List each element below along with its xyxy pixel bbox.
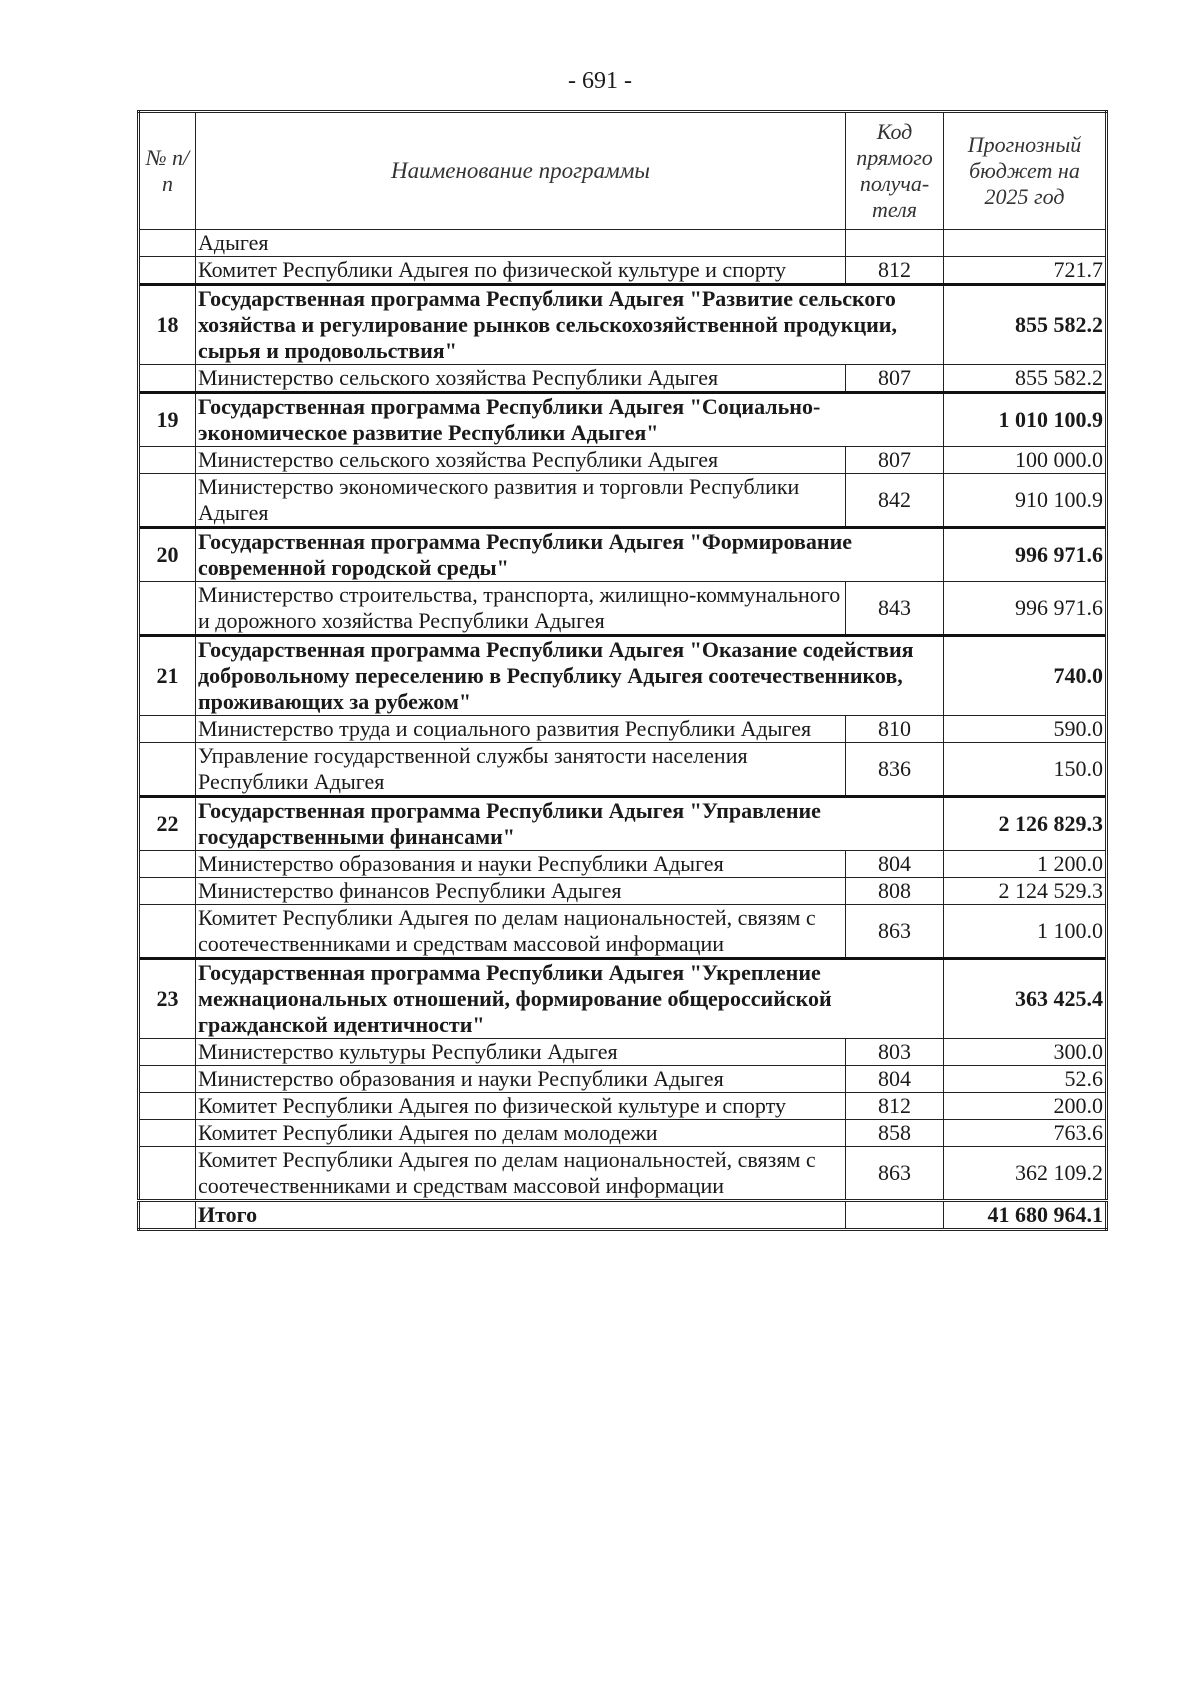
recipient-amount: 721.7 — [944, 257, 1107, 285]
recipient-name: Министерство труда и социального развития Республики Адыгея — [196, 716, 846, 743]
page-number: - 691 - — [568, 68, 632, 94]
recipient-code — [846, 230, 944, 257]
program-amount: 1 010 100.9 — [944, 393, 1107, 447]
program-name: Государственная программа Республики Адыгея "Оказание содействия добровольному переселению в Республику Адыгея соотечественников, проживающих за рубежом" — [196, 636, 944, 716]
recipient-amount: 855 582.2 — [944, 365, 1107, 393]
row-number — [139, 716, 196, 743]
recipient-name: Адыгея — [196, 230, 846, 257]
total-label: Итого — [196, 1201, 846, 1230]
table-body — [139, 230, 1107, 1201]
program-name: Государственная программа Республики Адыгея "Укрепление межнациональных отношений, формирование общероссийской гражданской идентичности" — [196, 959, 944, 1039]
recipient-row — [139, 1120, 1107, 1147]
recipient-row — [139, 743, 1107, 797]
recipient-name: Министерство финансов Республики Адыгея — [196, 878, 846, 905]
recipient-code: 803 — [846, 1039, 944, 1066]
recipient-amount: 1 200.0 — [944, 851, 1107, 878]
row-number: 20 — [139, 528, 196, 582]
recipient-amount: 52.6 — [944, 1066, 1107, 1093]
row-number — [139, 743, 196, 797]
program-name: Государственная программа Республики Адыгея "Социально-экономическое развитие Республики Адыгея" — [196, 393, 944, 447]
recipient-row — [139, 905, 1107, 959]
row-number — [139, 365, 196, 393]
recipient-row — [139, 474, 1107, 528]
program-amount: 996 971.6 — [944, 528, 1107, 582]
program-name: Государственная программа Республики Адыгея "Развитие сельского хозяйства и регулирование рынков сельскохозяйственной продукции, сырья и продовольствия" — [196, 285, 944, 365]
row-number — [139, 905, 196, 959]
total-amount: 41 680 964.1 — [944, 1201, 1107, 1230]
row-number — [139, 1066, 196, 1093]
recipient-row — [139, 716, 1107, 743]
row-number: 22 — [139, 797, 196, 851]
recipient-code: 810 — [846, 716, 944, 743]
recipient-code: 863 — [846, 1147, 944, 1201]
recipient-name: Комитет Республики Адыгея по делам национальностей, связям с соотечественниками и средствам массовой информации — [196, 905, 846, 959]
column-header-program-name: Наименование программы — [196, 112, 846, 230]
program-row — [139, 285, 1107, 365]
table-header-row — [139, 112, 1107, 230]
program-row — [139, 528, 1107, 582]
recipient-code: 843 — [846, 582, 944, 636]
row-number — [139, 447, 196, 474]
recipient-amount: 1 100.0 — [944, 905, 1107, 959]
recipient-name: Министерство строительства, транспорта, жилищно-коммунального и дорожного хозяйства Республики Адыгея — [196, 582, 846, 636]
program-amount: 740.0 — [944, 636, 1107, 716]
total-number-cell — [139, 1201, 196, 1230]
recipient-amount: 910 100.9 — [944, 474, 1107, 528]
recipient-code: 842 — [846, 474, 944, 528]
recipient-code: 807 — [846, 365, 944, 393]
row-number: 18 — [139, 285, 196, 365]
recipient-row — [139, 447, 1107, 474]
recipient-code: 812 — [846, 257, 944, 285]
row-number: 23 — [139, 959, 196, 1039]
column-header-forecast-budget: Прогнозный бюджет на 2025 год — [944, 112, 1107, 230]
column-header-recipient-code: Код прямого получа-теля — [846, 112, 944, 230]
recipient-row — [139, 1093, 1107, 1120]
recipient-row — [139, 257, 1107, 285]
recipient-code: 804 — [846, 1066, 944, 1093]
program-name: Государственная программа Республики Адыгея "Формирование современной городской среды" — [196, 528, 944, 582]
program-amount: 363 425.4 — [944, 959, 1107, 1039]
program-row — [139, 959, 1107, 1039]
recipient-name: Министерство сельского хозяйства Республики Адыгея — [196, 447, 846, 474]
budget-table — [137, 110, 1108, 1231]
recipient-name: Министерство культуры Республики Адыгея — [196, 1039, 846, 1066]
row-number: 21 — [139, 636, 196, 716]
recipient-name: Министерство образования и науки Республики Адыгея — [196, 851, 846, 878]
row-number — [139, 851, 196, 878]
recipient-code: 863 — [846, 905, 944, 959]
row-number — [139, 878, 196, 905]
program-row — [139, 797, 1107, 851]
recipient-amount: 300.0 — [944, 1039, 1107, 1066]
recipient-code: 804 — [846, 851, 944, 878]
recipient-name: Комитет Республики Адыгея по делам молодежи — [196, 1120, 846, 1147]
recipient-amount: 2 124 529.3 — [944, 878, 1107, 905]
row-number: 19 — [139, 393, 196, 447]
recipient-name: Комитет Республики Адыгея по физической культуре и спорту — [196, 257, 846, 285]
recipient-row — [139, 1147, 1107, 1201]
recipient-amount — [944, 230, 1107, 257]
recipient-amount: 150.0 — [944, 743, 1107, 797]
row-number — [139, 1039, 196, 1066]
program-name: Государственная программа Республики Адыгея "Управление государственными финансами" — [196, 797, 944, 851]
column-header-number: № п/п — [139, 112, 196, 230]
recipient-name: Управление государственной службы занятости населения Республики Адыгея — [196, 743, 846, 797]
recipient-code: 812 — [846, 1093, 944, 1120]
program-amount: 2 126 829.3 — [944, 797, 1107, 851]
recipient-code: 808 — [846, 878, 944, 905]
recipient-amount: 100 000.0 — [944, 447, 1107, 474]
recipient-row — [139, 851, 1107, 878]
recipient-amount: 200.0 — [944, 1093, 1107, 1120]
row-number — [139, 1120, 196, 1147]
row-number — [139, 474, 196, 528]
recipient-amount: 362 109.2 — [944, 1147, 1107, 1201]
row-number — [139, 257, 196, 285]
row-number — [139, 1147, 196, 1201]
program-row — [139, 636, 1107, 716]
row-number — [139, 1093, 196, 1120]
total-code-cell — [846, 1201, 944, 1230]
total-row — [139, 1201, 1107, 1230]
recipient-row — [139, 230, 1107, 257]
recipient-amount: 996 971.6 — [944, 582, 1107, 636]
row-number — [139, 582, 196, 636]
recipient-code: 836 — [846, 743, 944, 797]
recipient-code: 858 — [846, 1120, 944, 1147]
recipient-name: Комитет Республики Адыгея по делам национальностей, связям с соотечественниками и средствам массовой информации — [196, 1147, 846, 1201]
program-row — [139, 393, 1107, 447]
recipient-name: Министерство сельского хозяйства Республики Адыгея — [196, 365, 846, 393]
recipient-name: Министерство экономического развития и торговли Республики Адыгея — [196, 474, 846, 528]
recipient-name: Комитет Республики Адыгея по физической культуре и спорту — [196, 1093, 846, 1120]
recipient-row — [139, 365, 1107, 393]
recipient-amount: 590.0 — [944, 716, 1107, 743]
recipient-row — [139, 1066, 1107, 1093]
recipient-code: 807 — [846, 447, 944, 474]
row-number — [139, 230, 196, 257]
recipient-row — [139, 878, 1107, 905]
recipient-name: Министерство образования и науки Республики Адыгея — [196, 1066, 846, 1093]
recipient-amount: 763.6 — [944, 1120, 1107, 1147]
program-amount: 855 582.2 — [944, 285, 1107, 365]
recipient-row — [139, 1039, 1107, 1066]
recipient-row — [139, 582, 1107, 636]
